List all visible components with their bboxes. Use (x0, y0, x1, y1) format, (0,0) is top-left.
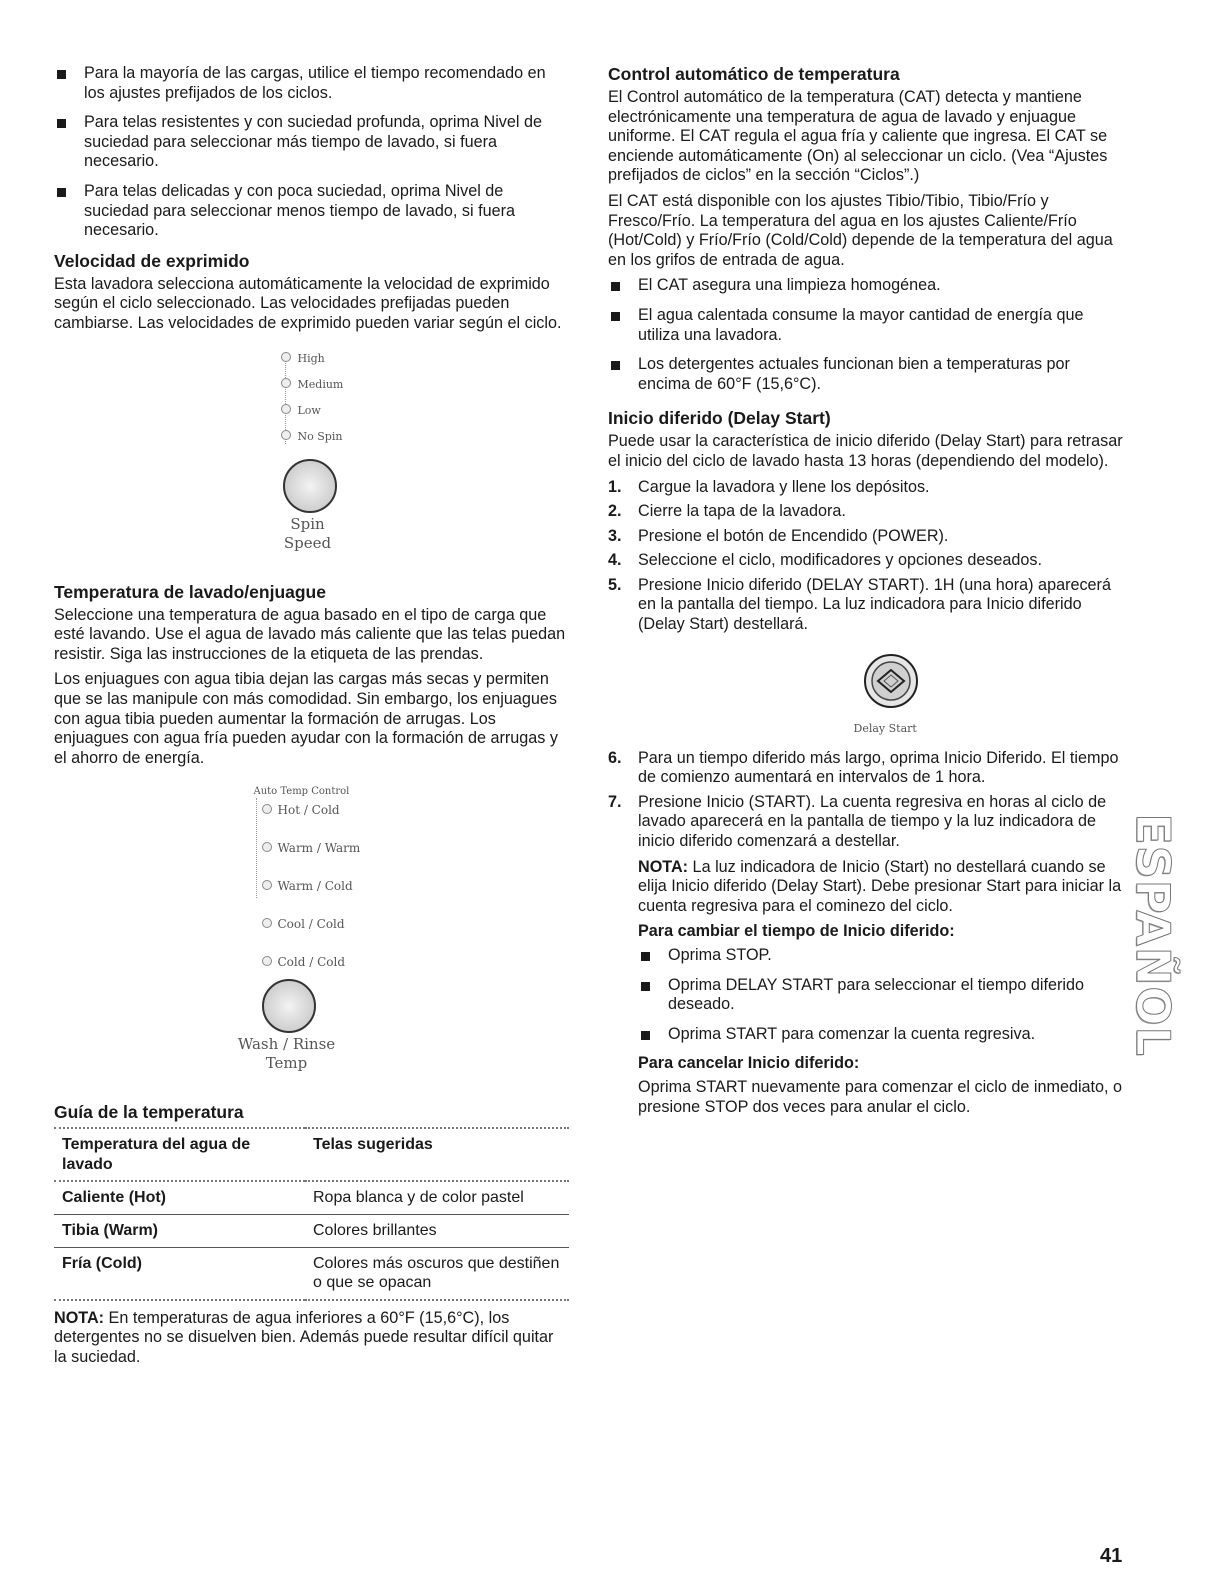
caption-line: Speed (283, 533, 332, 552)
side-tab-label: ESPAÑOL (1126, 813, 1180, 1057)
list-item (608, 793, 1123, 852)
option-label: Cool / Cold (277, 917, 345, 932)
delay-steps-list (608, 478, 1123, 635)
delay-start-text: Puede usar la característica de inicio diferido (Delay Start) para retrasar el inicio del ciclo de lavado hasta 13 horas (dependiendo del modelo). (608, 432, 1123, 470)
step-text: Presione el botón de Encendido (POWER). (638, 526, 949, 545)
option-label: High (297, 351, 325, 365)
note-text: La luz indicadora de Inicio (Start) no destellará cuando se elija Inicio diferido (Delay Start). Debe presionar Start para iniciar la cuenta regresiva para el cominezo del ciclo. (638, 857, 1122, 915)
change-delay-list (608, 946, 1123, 1044)
list-item (608, 478, 1123, 498)
cat-text: El Control automático de la temperatura (CAT) detecta y mantiene electrónicamente una temperatura de agua de lavado y enjuague uniforme. El CAT regula el agua fría y caliente que ingresa. El CAT se enciende automáticamente (On) al seleccionar un ciclo. (Vea “Ajustes prefijados de ciclos” en la sección “Ciclos”.) (608, 88, 1108, 185)
cancel-delay-heading: Para cancelar Inicio diferido: (638, 1054, 860, 1073)
temp-guide-table (54, 1127, 569, 1301)
intro-bullet-list (54, 64, 569, 241)
indicator-line (256, 798, 257, 898)
table-row (54, 1181, 569, 1214)
button-caption: Delay Start (853, 721, 917, 735)
option-label: Medium (297, 377, 344, 391)
list-item: Para telas resistentes y con suciedad profunda, oprima Nivel de suciedad para seleccionar más tiempo de lavado, si fuera necesario. (54, 113, 569, 172)
list-item (608, 502, 1123, 522)
delay-steps-list (608, 749, 1123, 852)
step-text: Presione Inicio diferido (DELAY START). 1H (una hora) aparecerá en la pantalla del tiempo. La luz indicadora para Inicio diferido (Delay Start) destellará. (638, 575, 1111, 634)
list-item: Oprima STOP. (638, 946, 1123, 966)
step-number: 6. (608, 748, 622, 767)
wash-rinse-text: Seleccione una temperatura de agua basado en el tipo de carga que esté lavando. Use el agua de lavado más caliente que las telas puedan resistir. Siga las instrucciones de la etiqueta de las prendas. (54, 605, 566, 663)
table-cell: Caliente (Hot) (62, 1189, 166, 1207)
list-item (608, 527, 1123, 547)
list-item: Los detergentes actuales funcionan bien a temperaturas por encima de 60°F (15,6°C). (608, 355, 1123, 394)
list-item (608, 551, 1123, 571)
table-cell: Ropa blanca y de color pastel (313, 1189, 524, 1207)
step-text: Seleccione el ciclo, modificadores y opciones deseados. (638, 551, 1043, 570)
temp-guide-heading: Guía de la temperatura (54, 1102, 244, 1123)
option-label: Warm / Cold (277, 879, 353, 894)
wash-rinse-knob-icon (262, 979, 316, 1033)
list-item: El agua calentada consume la mayor cantidad de energía que utiliza una lavadora. (608, 306, 1123, 345)
spin-speed-figure (212, 348, 412, 558)
table-cell: Tibia (Warm) (62, 1222, 159, 1240)
step-number: 2. (608, 502, 622, 521)
option-label: Cold / Cold (277, 955, 346, 970)
language-side-tab (1126, 813, 1180, 1057)
delay-start-button-icon (796, 649, 936, 719)
page-number: 41 (1100, 1545, 1123, 1567)
right-column (608, 64, 1123, 1123)
spin-speed-text: Esta lavadora selecciona automáticamente la velocidad de exprimido según el ciclo seleccionado. Las velocidades prefijadas pueden cambiarse. Las velocidades de exprimido pueden variar según el ciclo. (54, 274, 562, 332)
option-label: Hot / Cold (277, 803, 340, 818)
left-column (54, 64, 569, 1374)
dial-caption (237, 1035, 337, 1073)
caption-line: Temp (265, 1054, 308, 1073)
hot-cold-led-icon (262, 804, 272, 814)
column-header: Telas sugeridas (313, 1136, 433, 1154)
note-text: En temperaturas de agua inferiores a 60°F (15,6°C), los detergentes no se disuelven bien. Además puede resultar difícil quitar la suciedad. (54, 1308, 554, 1367)
cancel-delay-text: Oprima START nuevamente para comenzar el ciclo de inmediato, o presione STOP dos veces para anular el ciclo. (638, 1077, 1123, 1116)
table-header-row (54, 1128, 569, 1181)
delay-start-heading: Inicio diferido (Delay Start) (608, 408, 831, 429)
medium-led-icon (281, 378, 291, 388)
table-row (54, 1215, 569, 1248)
cat-text: El CAT está disponible con los ajustes Tibio/Tibio, Tibio/Frío y Fresco/Frío. La temperatura del agua en los ajustes Caliente/Frío (Hot/Cold) y Frío/Frío (Cold/Cold) depende de la temperatura del agua en los grifos de entrada de agua. (608, 191, 1113, 269)
step-text: Cierre la tapa de la lavadora. (638, 502, 846, 521)
spin-speed-knob-icon (283, 459, 337, 513)
note-label: NOTA: (54, 1308, 105, 1327)
step-number: 1. (608, 477, 622, 496)
step-number: 7. (608, 792, 622, 811)
caption-line: Spin (290, 514, 325, 533)
delay-start-figure (796, 649, 936, 739)
option-label: Warm / Warm (277, 841, 361, 856)
list-item (608, 576, 1123, 635)
step-text: Para un tiempo diferido más largo, oprima Inicio Diferido. El tiempo de comienzo aumentará en intervalos de 1 hora. (638, 748, 1119, 787)
auto-temp-label: Auto Temp Control (253, 786, 350, 798)
list-item: Oprima START para comenzar la cuenta regresiva. (638, 1025, 1123, 1045)
list-item: Oprima DELAY START para seleccionar el tiempo diferido deseado. (638, 976, 1123, 1015)
table-cell: Colores brillantes (313, 1222, 437, 1240)
dial-caption (258, 515, 358, 553)
step-number: 5. (608, 575, 622, 594)
list-item (608, 749, 1123, 788)
step-number: 3. (608, 526, 622, 545)
change-delay-heading: Para cambiar el tiempo de Inicio diferido: (638, 922, 955, 941)
list-item: El CAT asegura una limpieza homogénea. (608, 276, 1123, 296)
cat-heading: Control automático de temperatura (608, 64, 900, 84)
step-text: Cargue la lavadora y llene los depósitos. (638, 477, 930, 496)
option-label: Low (297, 403, 321, 417)
cool-cold-led-icon (262, 918, 272, 928)
option-label: No Spin (297, 429, 343, 443)
temp-note (54, 1309, 569, 1368)
table-cell: Fría (Cold) (62, 1254, 142, 1272)
caption-line: Wash / Rinse (237, 1035, 336, 1054)
list-item: Para la mayoría de las cargas, utilice el tiempo recomendado en los ajustes prefijados de los ciclos. (54, 64, 569, 103)
cold-cold-led-icon (262, 956, 272, 966)
wash-rinse-text: Los enjuagues con agua tibia dejan las cargas más secas y permiten que se las manipule con más comodidad. Sin embargo, los enjuagues con agua tibia pueden aumentar la formación de arrugas. Los enjuagues con agua fría pueden ayudar con la formación de arrugas y el ahorro de energía. (54, 670, 558, 767)
spin-speed-heading: Velocidad de exprimido (54, 250, 250, 271)
delay-note (608, 858, 1123, 917)
no-spin-led-icon (281, 430, 291, 440)
step-number: 4. (608, 551, 622, 570)
high-led-icon (281, 352, 291, 362)
table-row (54, 1247, 569, 1300)
note-label: NOTA: (638, 857, 689, 876)
list-item: Para telas delicadas y con poca suciedad, oprima Nivel de suciedad para seleccionar menos tiempo de lavado, si fuera necesario. (54, 182, 569, 241)
warm-warm-led-icon (262, 842, 272, 852)
warm-cold-led-icon (262, 880, 272, 890)
wash-rinse-figure (192, 782, 432, 1082)
column-header: Temperatura del agua de lavado (62, 1136, 251, 1173)
table-cell: Colores más oscuros que destiñen o que se opacan (313, 1254, 560, 1292)
cat-bullet-list (608, 276, 1123, 394)
wash-rinse-heading: Temperatura de lavado/enjuague (54, 581, 326, 602)
low-led-icon (281, 404, 291, 414)
step-text: Presione Inicio (START). La cuenta regresiva en horas al ciclo de lavado aparecerá en la pantalla de tiempo y la luz indicadora de inicio diferido comenzará a destellar. (638, 792, 1107, 851)
